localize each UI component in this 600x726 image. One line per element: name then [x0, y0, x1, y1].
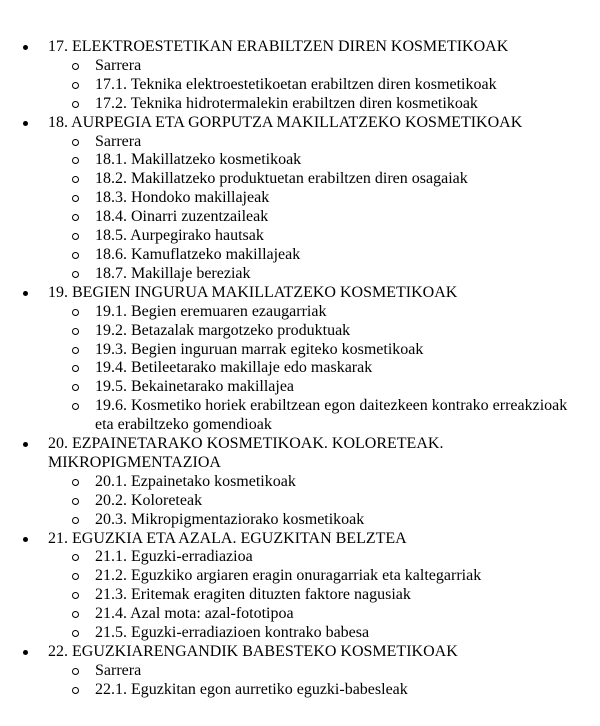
- circle-bullet-icon: [72, 157, 79, 164]
- circle-bullet-icon: [72, 252, 79, 259]
- circle-bullet-icon: [72, 687, 79, 694]
- toc-section-row: [0, 114, 575, 133]
- toc-section-row: [0, 435, 575, 473]
- toc-item-row: [0, 605, 575, 624]
- toc-item-row: [0, 624, 575, 643]
- circle-bullet-icon: [72, 573, 79, 580]
- toc-list: [0, 38, 575, 700]
- toc-item-label: 18.2. Makillatzeko produktuetan erabiltzen diren osagaiak: [95, 170, 468, 188]
- disc-bullet-icon: [23, 537, 28, 542]
- toc-item-label: 18.7. Makillaje bereziak: [95, 264, 251, 282]
- circle-bullet-icon: [72, 82, 79, 89]
- toc-item-label: 20.1. Ezpainetako kosmetikoak: [95, 472, 296, 490]
- toc-item-label: 21.2. Eguzkiko argiaren eragin onuragarriak eta kaltegarriak: [95, 567, 482, 585]
- circle-bullet-icon: [72, 611, 79, 618]
- toc-item-label: 19.3. Begien inguruan marrak egiteko kosmetikoak: [95, 340, 424, 358]
- toc-item-row: [0, 359, 575, 378]
- circle-bullet-icon: [72, 63, 79, 70]
- toc-item-label: 18.4. Oinarri zuzentzaileak: [95, 208, 269, 226]
- circle-bullet-icon: [72, 592, 79, 599]
- toc-item-row: [0, 57, 575, 76]
- toc-item-row: [0, 170, 575, 189]
- circle-bullet-icon: [72, 139, 79, 146]
- toc-section-title: 17. ELEKTROESTETIKAN ERABILTZEN DIREN KOSMETIKOAK: [48, 38, 509, 55]
- circle-bullet-icon: [72, 668, 79, 675]
- circle-bullet-icon: [72, 214, 79, 221]
- disc-bullet-icon: [23, 291, 28, 296]
- circle-bullet-icon: [72, 554, 79, 561]
- circle-bullet-icon: [72, 233, 79, 240]
- toc-item-label: 21.1. Eguzki-erradiazioa: [95, 548, 253, 566]
- circle-bullet-icon: [72, 479, 79, 486]
- toc-item-label: Sarrera: [95, 132, 142, 150]
- toc-item-row: [0, 511, 575, 530]
- toc-item-label: 22.1. Eguzkitan egon aurretiko eguzki-babesleak: [95, 680, 408, 698]
- toc-section-title: 19. BEGIEN INGURUA MAKILLATZEKO KOSMETIKOAK: [48, 283, 458, 301]
- disc-bullet-icon: [23, 45, 28, 50]
- toc-item-label: 20.2. Koloreteak: [95, 491, 203, 509]
- toc-item-label: 19.1. Begien eremuaren ezaugarriak: [95, 302, 327, 320]
- circle-bullet-icon: [72, 176, 79, 183]
- toc-item-label: 17.2. Teknika hidrotermalekin erabiltzen diren kosmetikoak: [95, 94, 478, 112]
- toc-item-label: 18.1. Makillatzeko kosmetikoak: [95, 151, 302, 169]
- circle-bullet-icon: [72, 517, 79, 524]
- circle-bullet-icon: [72, 365, 79, 372]
- toc-item-row: [0, 322, 575, 341]
- toc-section-title: 18. AURPEGIA ETA GORPUTZA MAKILLATZEKO KOSMETIKOAK: [48, 113, 523, 131]
- circle-bullet-icon: [72, 630, 79, 637]
- toc-item-label: Sarrera: [95, 56, 142, 74]
- toc-item-label: 18.3. Hondoko makillajeak: [95, 189, 270, 207]
- toc-section-title: 21. EGUZKIA ETA AZALA. EGUZKITAN BELZTEA: [48, 529, 407, 547]
- toc-item-label: 20.3. Mikropigmentaziorako kosmetikoak: [95, 510, 365, 528]
- toc-section-title: 22. EGUZKIARENGANDIK BABESTEKO KOSMETIKOAK: [48, 643, 458, 660]
- toc-item-row: [0, 492, 575, 511]
- toc-item-row: [0, 208, 575, 227]
- toc-item-row: [0, 473, 575, 492]
- disc-bullet-icon: [23, 121, 28, 126]
- toc-item-label: 19.5. Bekainetarako makillajea: [95, 378, 295, 396]
- toc-item-label: 19.4. Betileetarako makillaje edo maskarak: [95, 359, 373, 377]
- toc-item-label: 19.2. Betazalak margotzeko produktuak: [95, 321, 351, 339]
- circle-bullet-icon: [72, 309, 79, 316]
- toc-item-row: [0, 265, 575, 284]
- toc-item-row: [0, 303, 575, 322]
- toc-item-row: [0, 567, 575, 586]
- toc-item-row: [0, 586, 575, 605]
- toc-section-row: [0, 38, 575, 57]
- circle-bullet-icon: [72, 403, 79, 410]
- toc-item-row: [0, 662, 575, 681]
- toc-section-row: [0, 284, 575, 303]
- toc-item-label: 17.1. Teknika elektroestetikoetan erabiltzen diren kosmetikoak: [95, 75, 497, 93]
- toc-item-row: [0, 681, 575, 700]
- toc-item-row: [0, 246, 575, 265]
- toc-item-row: [0, 76, 575, 95]
- circle-bullet-icon: [72, 328, 79, 335]
- circle-bullet-icon: [72, 271, 79, 278]
- toc-item-row: [0, 227, 575, 246]
- toc-item-row: [0, 189, 575, 208]
- toc-item-label: 18.5. Aurpegirako hautsak: [95, 227, 264, 245]
- toc-item-row: [0, 133, 575, 152]
- circle-bullet-icon: [72, 384, 79, 391]
- toc-section-row: [0, 530, 575, 549]
- toc-item-label: 19.6. Kosmetiko horiek erabiltzean egon daitezkeen kontrako erreakzioak eta erabiltzeko gomendioak: [95, 397, 568, 434]
- toc-item-row: [0, 397, 575, 435]
- circle-bullet-icon: [72, 195, 79, 202]
- toc-item-label: 18.6. Kamuflatzeko makillajeak: [95, 245, 301, 263]
- toc-item-label: 21.3. Eritemak eragiten dituzten faktore nagusiak: [95, 586, 411, 604]
- toc-item-row: [0, 548, 575, 567]
- toc-item-row: [0, 151, 575, 170]
- circle-bullet-icon: [72, 101, 79, 108]
- toc-item-label: 21.5. Eguzki-erradiazioen kontrako babesa: [95, 624, 370, 642]
- toc-item-label: Sarrera: [95, 661, 142, 679]
- toc-section-row: [0, 643, 575, 662]
- circle-bullet-icon: [72, 347, 79, 354]
- toc-item-row: [0, 341, 575, 360]
- toc-item-label: 21.4. Azal mota: azal-fototipoa: [95, 605, 294, 623]
- disc-bullet-icon: [23, 650, 28, 655]
- toc-section-title: 20. EZPAINETARAKO KOSMETIKOAK. KOLORETEAK. MIKROPIGMENTAZIOA: [48, 435, 444, 471]
- disc-bullet-icon: [23, 442, 28, 447]
- toc-item-row: [0, 378, 575, 397]
- circle-bullet-icon: [72, 498, 79, 505]
- toc-item-row: [0, 95, 575, 114]
